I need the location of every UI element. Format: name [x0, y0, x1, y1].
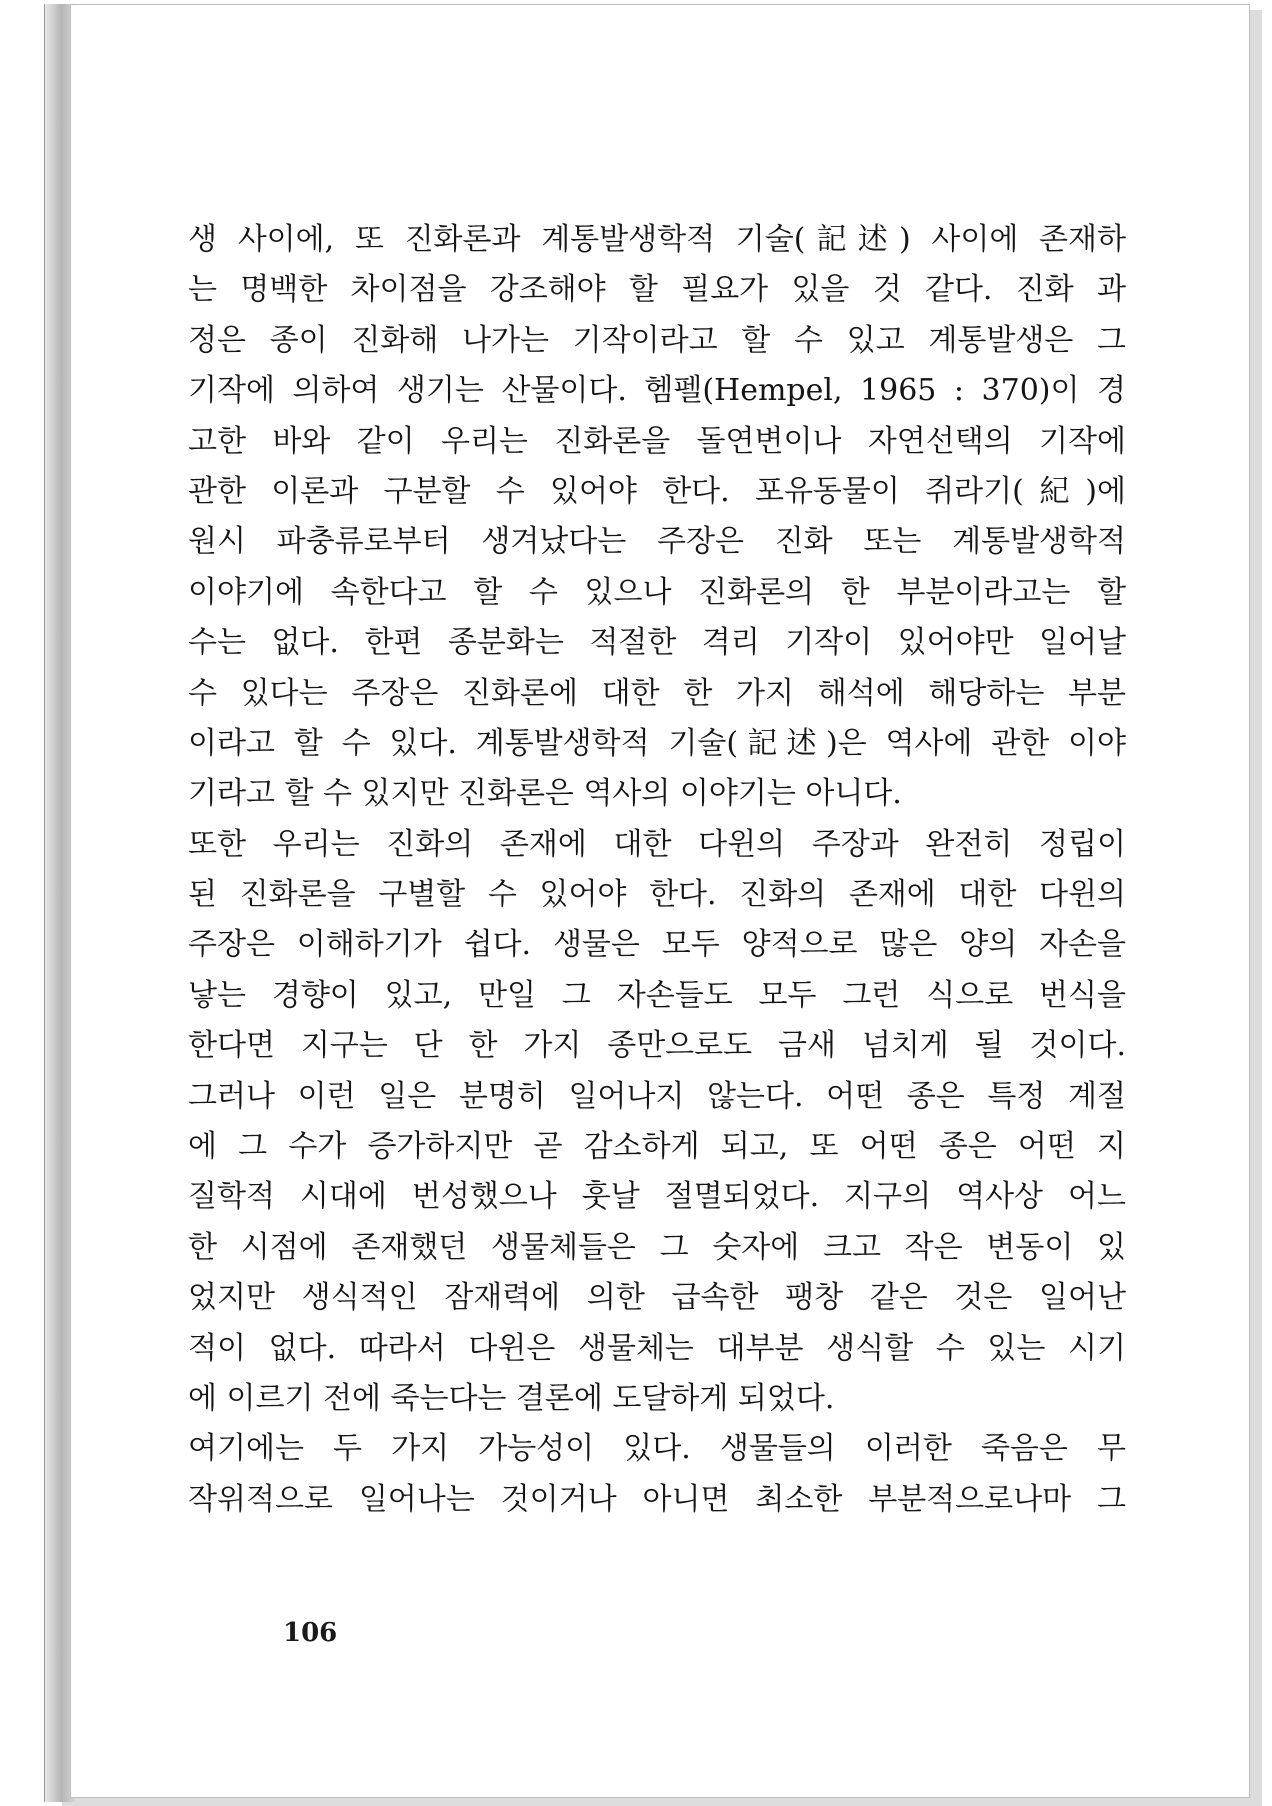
text-line-17: 한다면 지구는 단 한 가지 종만으로도 금새 넘치게 될 것이다. — [188, 1028, 1126, 1064]
text-line-19: 에 그 수가 증가하지만 곧 감소하게 되고, 또 어떤 종은 어떤 지 — [188, 1129, 1126, 1165]
text-line-1: 생 사이에, 또 진화론과 계통발생학적 기술(記述) 사이에 존재하 — [188, 222, 1126, 257]
text-line-12: 기라고 할 수 있지만 진화론은 역사의 이야기는 아니다. — [188, 776, 902, 812]
text-line-2: 는 명백한 차이점을 강조해야 할 필요가 있을 것 같다. 진화 과 — [188, 272, 1126, 308]
text-line-20: 질학적 시대에 번성했으나 훗날 절멸되었다. 지구의 역사상 어느 — [188, 1179, 1126, 1215]
text-line-4: 기작에 의하여 생기는 산물이다. 헴펠(Hempel, 1965 : 370)이 경 — [188, 373, 1126, 409]
text-line-7: 원시 파충류로부터 생겨났다는 주장은 진화 또는 계통발생학적 — [188, 524, 1126, 560]
text-line-16: 낳는 경향이 있고, 만일 그 자손들도 모두 그런 식으로 번식을 — [188, 977, 1126, 1013]
text-line-13: 또한 우리는 진화의 존재에 대한 다윈의 주장과 완전히 정립이 — [188, 826, 1126, 862]
text-line-24: 에 이르기 전에 죽는다는 결론에 도달하게 되었다. — [188, 1380, 835, 1416]
text-line-18: 그러나 이런 일은 분명히 일어나지 않는다. 어떤 종은 특정 계절 — [188, 1078, 1126, 1114]
body-text — [188, 215, 1126, 1525]
text-line-23: 적이 없다. 따라서 다윈은 생물체는 대부분 생식할 수 있는 시기 — [188, 1330, 1126, 1366]
text-line-8: 이야기에 속한다고 할 수 있으나 진화론의 한 부분이라고는 할 — [188, 574, 1126, 610]
text-line-6: 관한 이론과 구분할 수 있어야 한다. 포유동물이 쥐라기(紀)에 — [188, 473, 1126, 509]
text-line-25: 여기에는 두 가지 가능성이 있다. 생물들의 이러한 죽음은 무 — [188, 1431, 1126, 1467]
text-line-5: 고한 바와 같이 우리는 진화론을 돌연변이나 자연선택의 기작에 — [188, 423, 1126, 459]
text-line-14: 된 진화론을 구별할 수 있어야 한다. 진화의 존재에 대한 다윈의 — [188, 877, 1126, 913]
text-line-15: 주장은 이해하기가 쉽다. 생물은 모두 양적으로 많은 양의 자손을 — [188, 927, 1126, 963]
text-line-3: 정은 종이 진화해 나가는 기작이라고 할 수 있고 계통발생은 그 — [188, 322, 1126, 358]
page-number: 106 — [283, 1618, 338, 1648]
text-line-11: 이라고 할 수 있다. 계통발생학적 기술(記述)은 역사에 관한 이야 — [188, 725, 1126, 761]
text-line-22: 었지만 생식적인 잠재력에 의한 급속한 팽창 같은 것은 일어난 — [188, 1280, 1126, 1316]
text-line-9: 수는 없다. 한편 종분화는 적절한 격리 기작이 있어야만 일어날 — [188, 625, 1126, 661]
text-line-21: 한 시점에 존재했던 생물체들은 그 숫자에 크고 작은 변동이 있 — [188, 1229, 1126, 1265]
text-line-10: 수 있다는 주장은 진화론에 대한 한 가지 해석에 해당하는 부분 — [188, 675, 1126, 711]
text-line-26: 작위적으로 일어나는 것이거나 아니면 최소한 부분적으로나마 그 — [188, 1481, 1126, 1517]
